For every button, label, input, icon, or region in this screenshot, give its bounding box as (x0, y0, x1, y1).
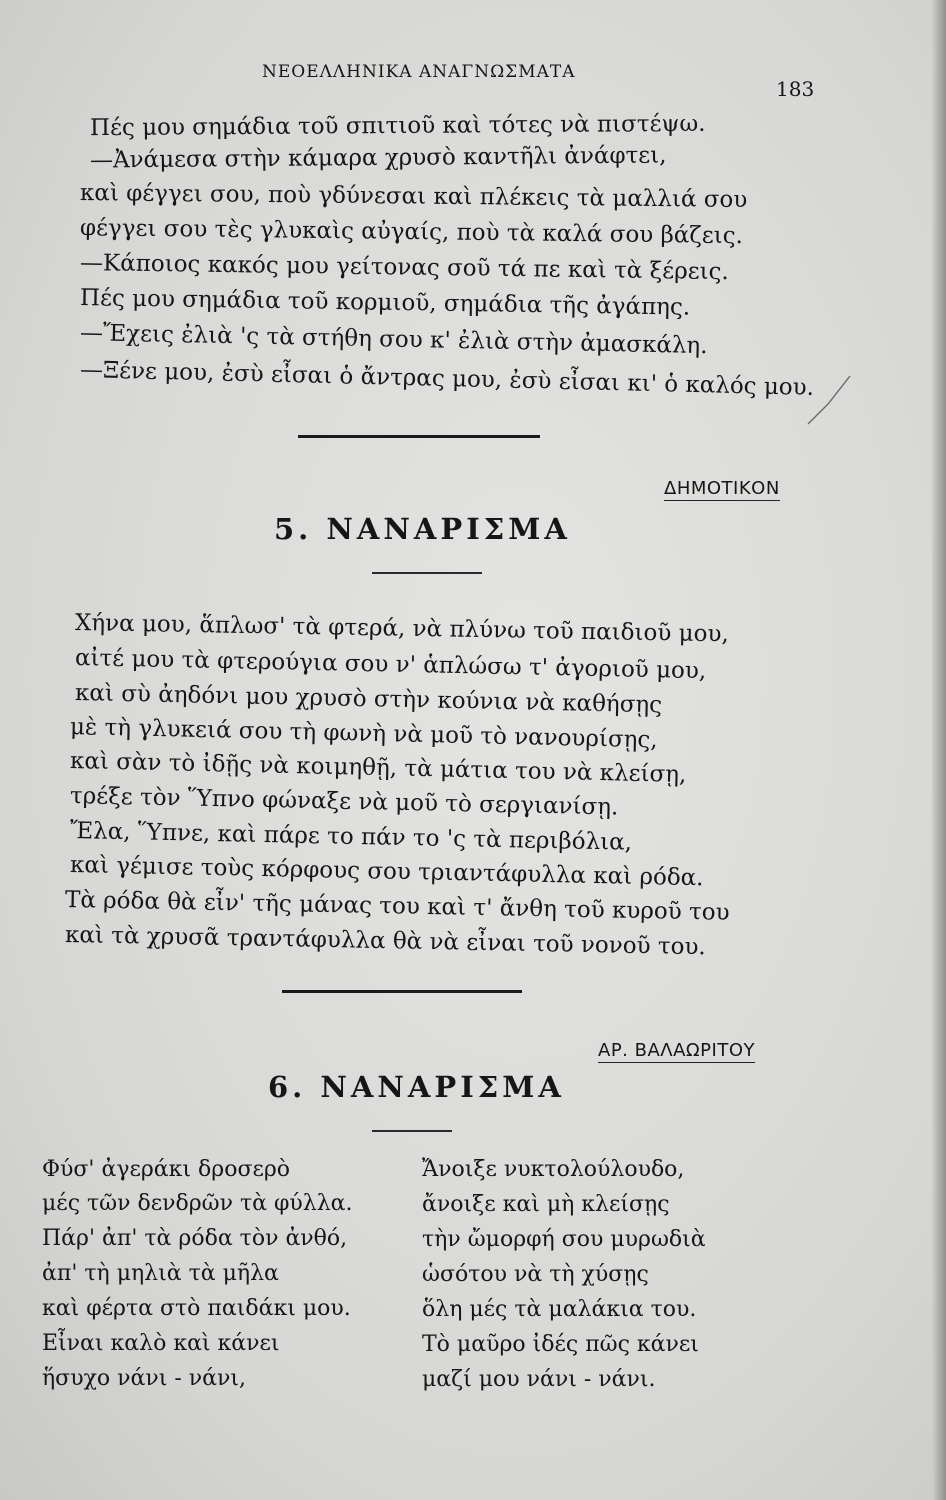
title-underline (372, 1130, 452, 1132)
poem-line: ὡσότου νὰ τὴ χύσῃς (422, 1262, 649, 1287)
poem-line: μές τῶν δενδρῶν τὰ φύλλα. (42, 1191, 353, 1216)
poem-line: αἰτέ μου τὰ φτερούγια σου ν' ἁπλώσω τ' ἀγοριοῦ μου, (74, 645, 707, 685)
poem-line: τρέξε τὸν Ὕπνο φώναξε νὰ μοῦ τὸ σεργιανίσῃ. (69, 783, 619, 821)
poem-line: μὲ τὴ γλυκειά σου τὴ φωνὴ νὰ μοῦ τὸ νανουρίσῃς, (69, 714, 658, 754)
pencil-mark (800, 372, 860, 432)
poem-line: καὶ φέγγει σου, ποὺ γδύνεσαι καὶ πλέκεις τὰ μαλλιά σου (79, 180, 748, 213)
poem-line: Τὸ μαῦρο ἰδές πῶς κάνει (422, 1332, 699, 1357)
poem-line: Πάρ' ἀπ' τὰ ρόδα τὸν ἀνθό, (42, 1226, 348, 1251)
poem-line: Χήνα μου, ἅπλωσ' τὰ φτερά, νὰ πλύνω τοῦ παιδιοῦ μου, (74, 610, 729, 648)
poem-line: ὅλη μές τὰ μαλάκια του. (422, 1297, 697, 1322)
poem-line: Τὰ ρόδα θὰ εἶν' τῆς μάνας του καὶ τ' ἄνθη τοῦ κυροῦ του (64, 887, 730, 926)
poem-title: 6. ΝΑΝΑΡΙΣΜΑ (268, 1070, 565, 1104)
poem-line: ἄνοιξε καὶ μὴ κλείσῃς (422, 1192, 670, 1217)
poem-line: καὶ σὰν τὸ ἰδῇς νὰ κοιμηθῇ, τὰ μάτια του νὰ κλείσῃ, (69, 748, 687, 788)
poem-line: —Κάποιος κακός μου γείτονας σοῦ τά πε καὶ τὰ ξέρεις. (79, 250, 730, 286)
poem-line: καὶ γέμισε τοὺς κόρφους σου τριαντάφυλλα καὶ ρόδα. (69, 852, 704, 892)
poem-line: φέγγει σου τὲς γλυκαὶς αὐγαίς, ποὺ τὰ καλά σου βάζεις. (79, 215, 744, 250)
poem-line: —Ἔχεις ἐλιὰ 'ς τὰ στήθη σου κ' ἐλιὰ στὴν ἀμασκάλη. (79, 320, 708, 360)
poem-line: Πές μου σημάδια τοῦ σπιτιοῦ καὶ τότες νὰ πιστέψω. (89, 110, 706, 142)
poem-line: —Ἀνάμεσα στὴν κάμαρα χρυσὸ καντῆλι ἀνάφτει, (89, 142, 667, 174)
title-underline (372, 572, 482, 574)
poem-line: Ἄνοιξε νυκτολούλουδο, (422, 1157, 685, 1182)
poem-line: Πές μου σημάδια τοῦ κορμιοῦ, σημάδια τῆς ἀγάπης. (79, 285, 691, 321)
poem-line: ἥσυχο νάνι - νάνι, (42, 1366, 247, 1391)
poem-line: Εἶναι καλὸ καὶ κάνει (42, 1331, 280, 1356)
author-attribution: ΔΗΜΟΤΙΚΟΝ (664, 478, 780, 499)
poem-line: τὴν ὤμορφή σου μυρωδιὰ (422, 1227, 706, 1252)
poem-line: καὶ τὰ χρυσᾶ τραντάφυλλα θὰ νὰ εἶναι τοῦ νονοῦ του. (64, 922, 706, 961)
section-divider (298, 435, 540, 438)
author-attribution: ΑΡ. ΒΑΛΑΩΡΙΤΟΥ (598, 1040, 755, 1061)
poem-line: καὶ σὺ ἀηδόνι μου χρυσὸ στὴν κούνια νὰ καθήσῃς (74, 680, 663, 719)
page-edge-shadow (932, 0, 946, 1500)
running-head: ΝΕΟΕΛΛΗΝΙΚΑ ΑΝΑΓΝΩΣΜΑΤΑ (262, 62, 576, 82)
poem-line: Ἔλα, Ὕπνε, καὶ πάρε το πάν το 'ς τὰ περιβόλια, (69, 818, 633, 856)
poem-line: —Ξένε μου, ἐσὺ εἶσαι ὁ ἄντρας μου, ἐσὺ εἶσαι κι' ὁ καλός μου. (79, 357, 815, 401)
poem-line: καὶ φέρτα στὸ παιδάκι μου. (42, 1296, 351, 1321)
page-number: 183 (776, 77, 815, 101)
poem-line: ἀπ' τὴ μηλιὰ τὰ μῆλα (42, 1261, 279, 1286)
poem-title: 5. ΝΑΝΑΡΙΣΜΑ (274, 512, 571, 546)
section-divider (282, 990, 522, 993)
poem-line: μαζί μου νάνι - νάνι. (422, 1367, 656, 1392)
poem-line: Φύσ' ἀγεράκι δροσερὸ (42, 1157, 291, 1182)
